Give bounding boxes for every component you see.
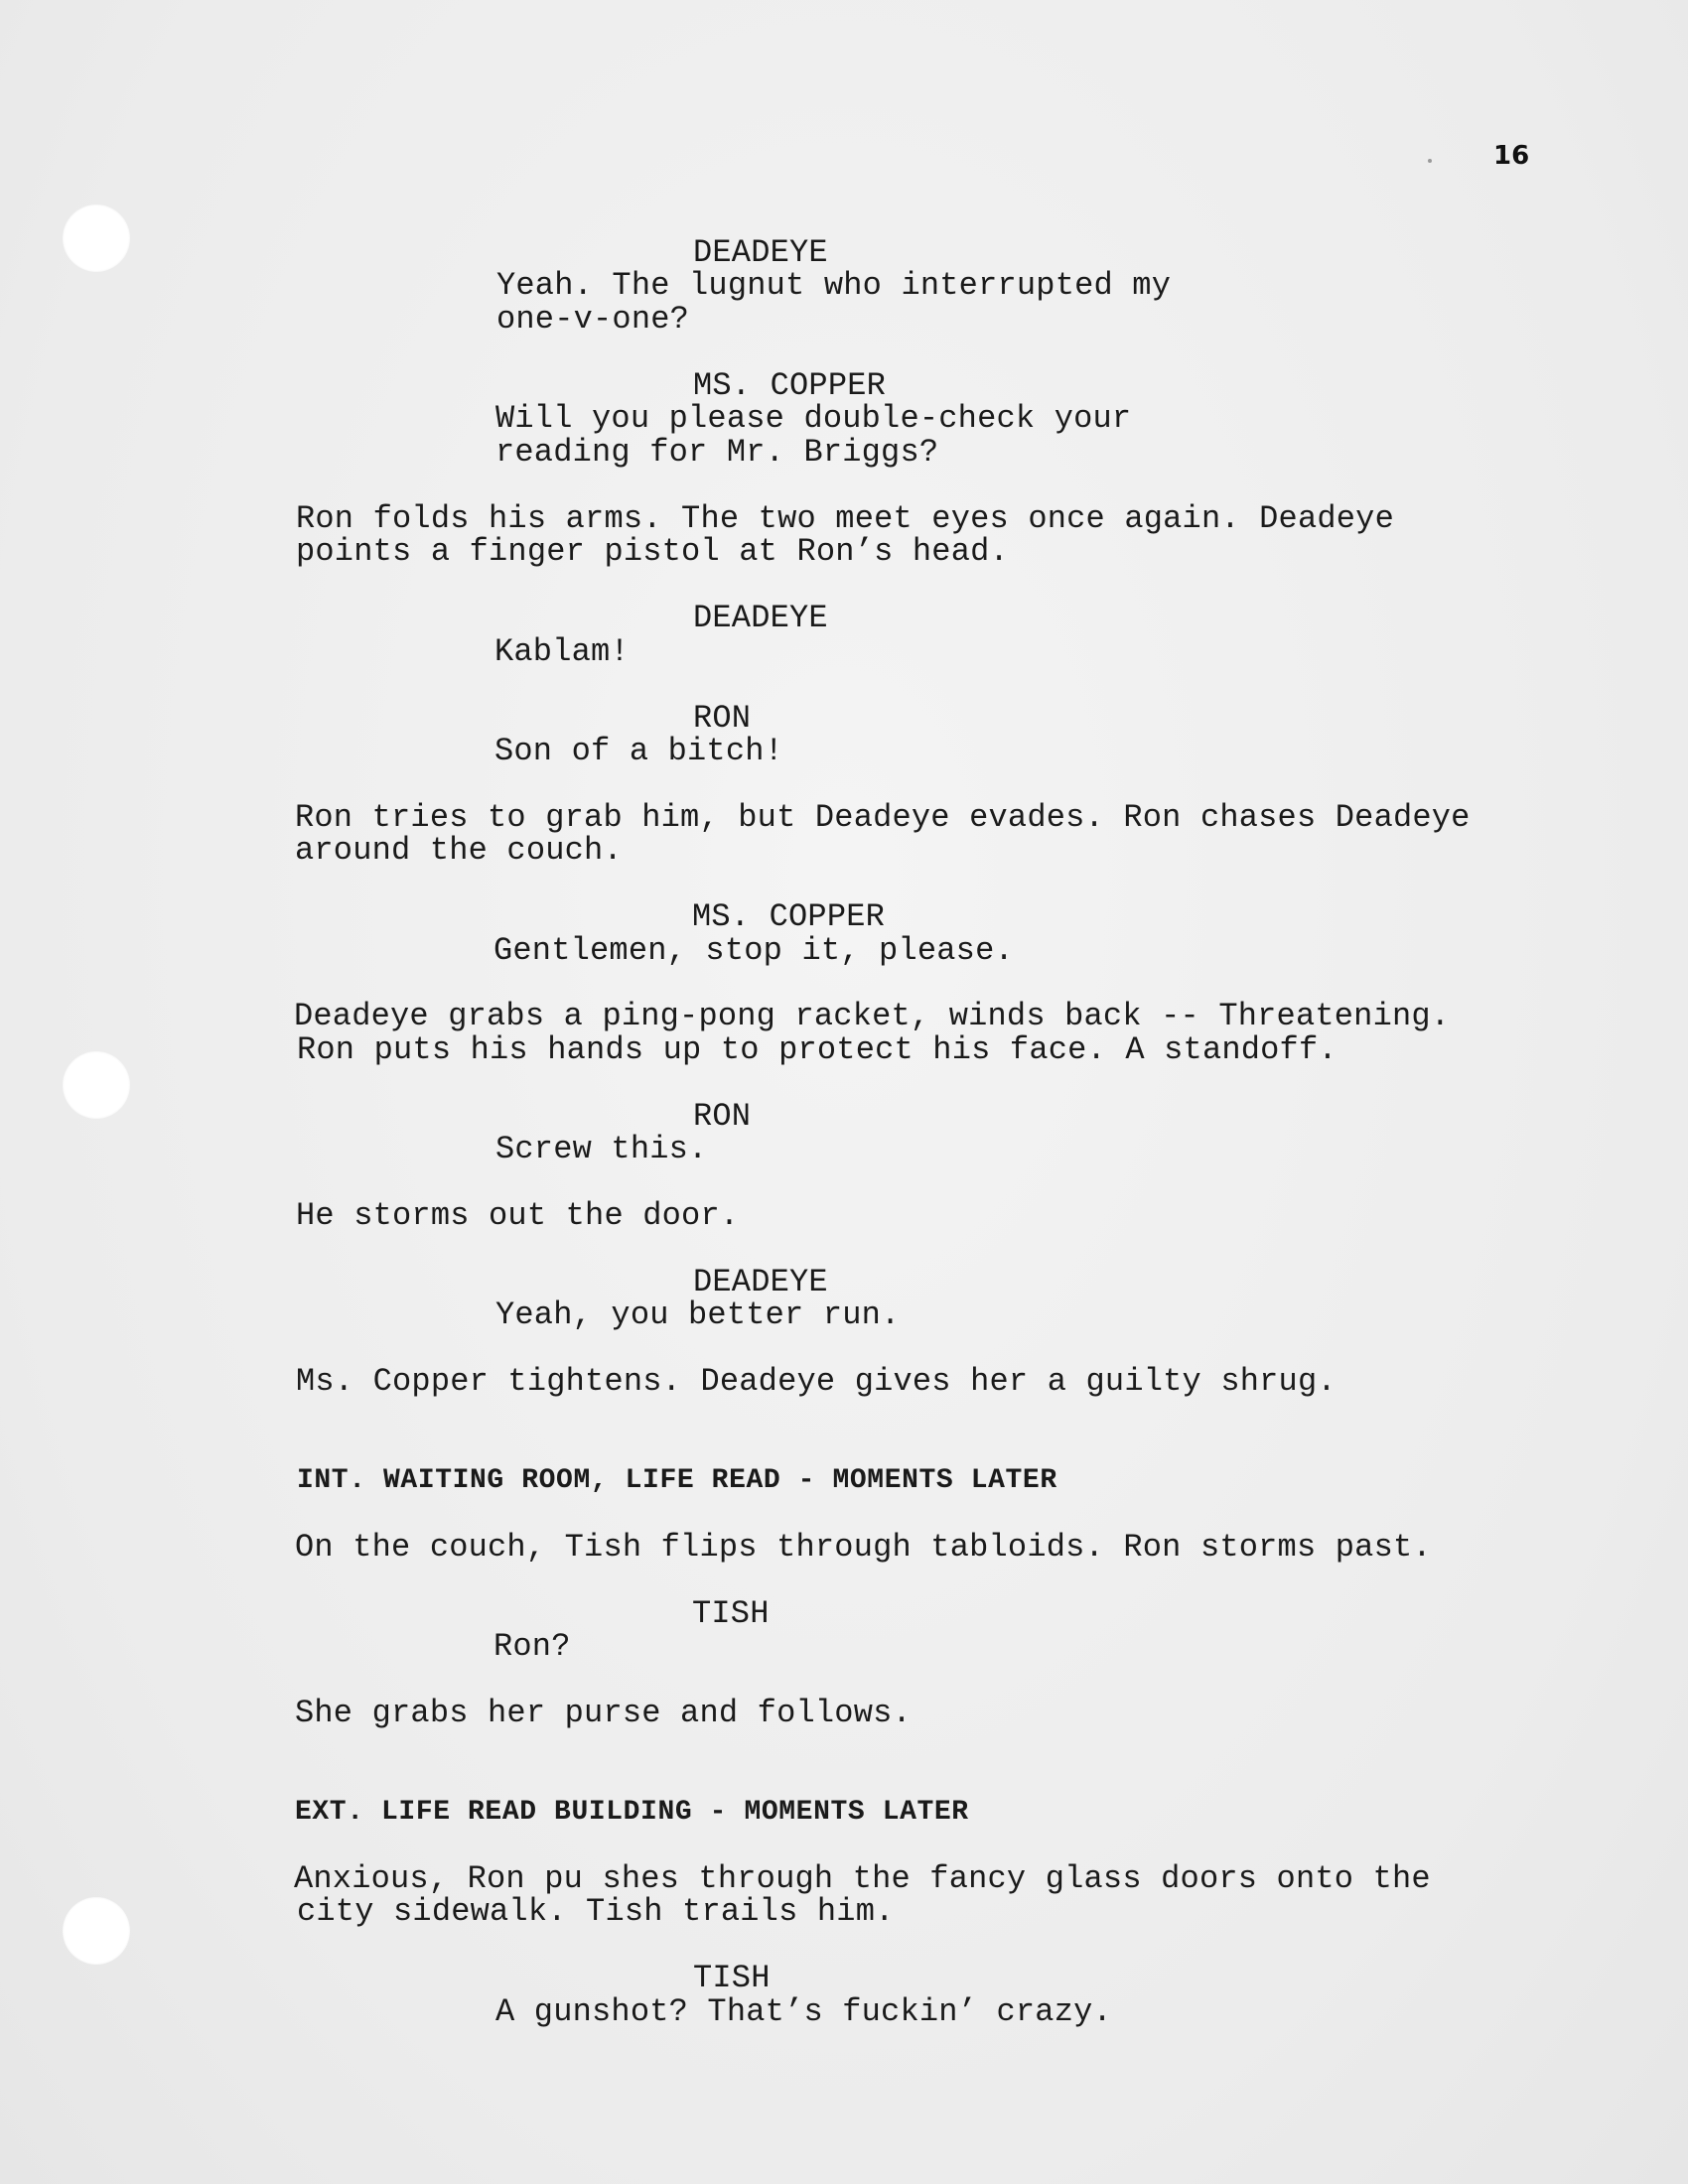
character-cue: DEADEYE bbox=[693, 234, 828, 271]
scene-heading: EXT. LIFE READ BUILDING - MOMENTS LATER bbox=[295, 1797, 969, 1828]
dialogue-line: Kablam! bbox=[494, 633, 630, 670]
action-line: Ron puts his hands up to protect his face. A standoff. bbox=[297, 1031, 1337, 1068]
action-line: He storms out the door. bbox=[296, 1197, 740, 1234]
character-cue: MS. COPPER bbox=[693, 367, 887, 404]
punch-hole-top bbox=[63, 205, 130, 272]
page-number: 16 bbox=[1493, 141, 1530, 171]
character-cue: TISH bbox=[693, 1960, 771, 1996]
action-line: Ms. Copper tightens. Deadeye gives her a guilty shrug. bbox=[296, 1363, 1336, 1400]
action-line: On the couch, Tish flips through tabloids. Ron storms past. bbox=[295, 1529, 1432, 1566]
dialogue-line: Ron? bbox=[493, 1628, 571, 1665]
dialogue-line: Will you please double-check your bbox=[495, 400, 1132, 437]
character-cue: RON bbox=[693, 1098, 752, 1135]
action-line: city sidewalk. Tish trails him. bbox=[297, 1893, 895, 1930]
action-line: She grabs her purse and follows. bbox=[295, 1695, 912, 1731]
dialogue-line: one-v-one? bbox=[496, 301, 690, 338]
dialogue-line: Yeah. The lugnut who interrupted my bbox=[496, 267, 1172, 304]
action-line: Deadeye grabs a ping-pong racket, winds back -- Threatening. bbox=[294, 998, 1451, 1034]
character-cue: TISH bbox=[692, 1595, 770, 1632]
action-line: points a finger pistol at Ron’s head. bbox=[296, 533, 1009, 570]
character-cue: DEADEYE bbox=[693, 600, 828, 636]
dialogue-line: Screw this. bbox=[495, 1131, 708, 1167]
character-cue: DEADEYE bbox=[693, 1264, 828, 1300]
dialogue-line: Gentlemen, stop it, please. bbox=[493, 932, 1014, 969]
dialogue-line: Yeah, you better run. bbox=[495, 1297, 901, 1333]
scene-heading: INT. WAITING ROOM, LIFE READ - MOMENTS LATER bbox=[297, 1465, 1057, 1496]
action-line: Ron tries to grab him, but Deadeye evades. Ron chases Deadeye bbox=[295, 799, 1471, 836]
dialogue-line: reading for Mr. Briggs? bbox=[495, 434, 939, 471]
character-cue: MS. COPPER bbox=[692, 898, 886, 935]
action-line: Ron folds his arms. The two meet eyes once again. Deadeye bbox=[296, 500, 1394, 537]
dialogue-line: Son of a bitch! bbox=[494, 733, 784, 769]
punch-hole-bottom bbox=[63, 1897, 130, 1965]
paper-speck bbox=[1428, 159, 1432, 163]
action-line: Anxious, Ron pu shes through the fancy glass doors onto the bbox=[294, 1860, 1431, 1897]
action-line: around the couch. bbox=[295, 832, 623, 869]
dialogue-line: A gunshot? That’s fuckin’ crazy. bbox=[495, 1993, 1112, 2030]
punch-hole-middle bbox=[63, 1051, 130, 1119]
character-cue: RON bbox=[693, 700, 752, 737]
